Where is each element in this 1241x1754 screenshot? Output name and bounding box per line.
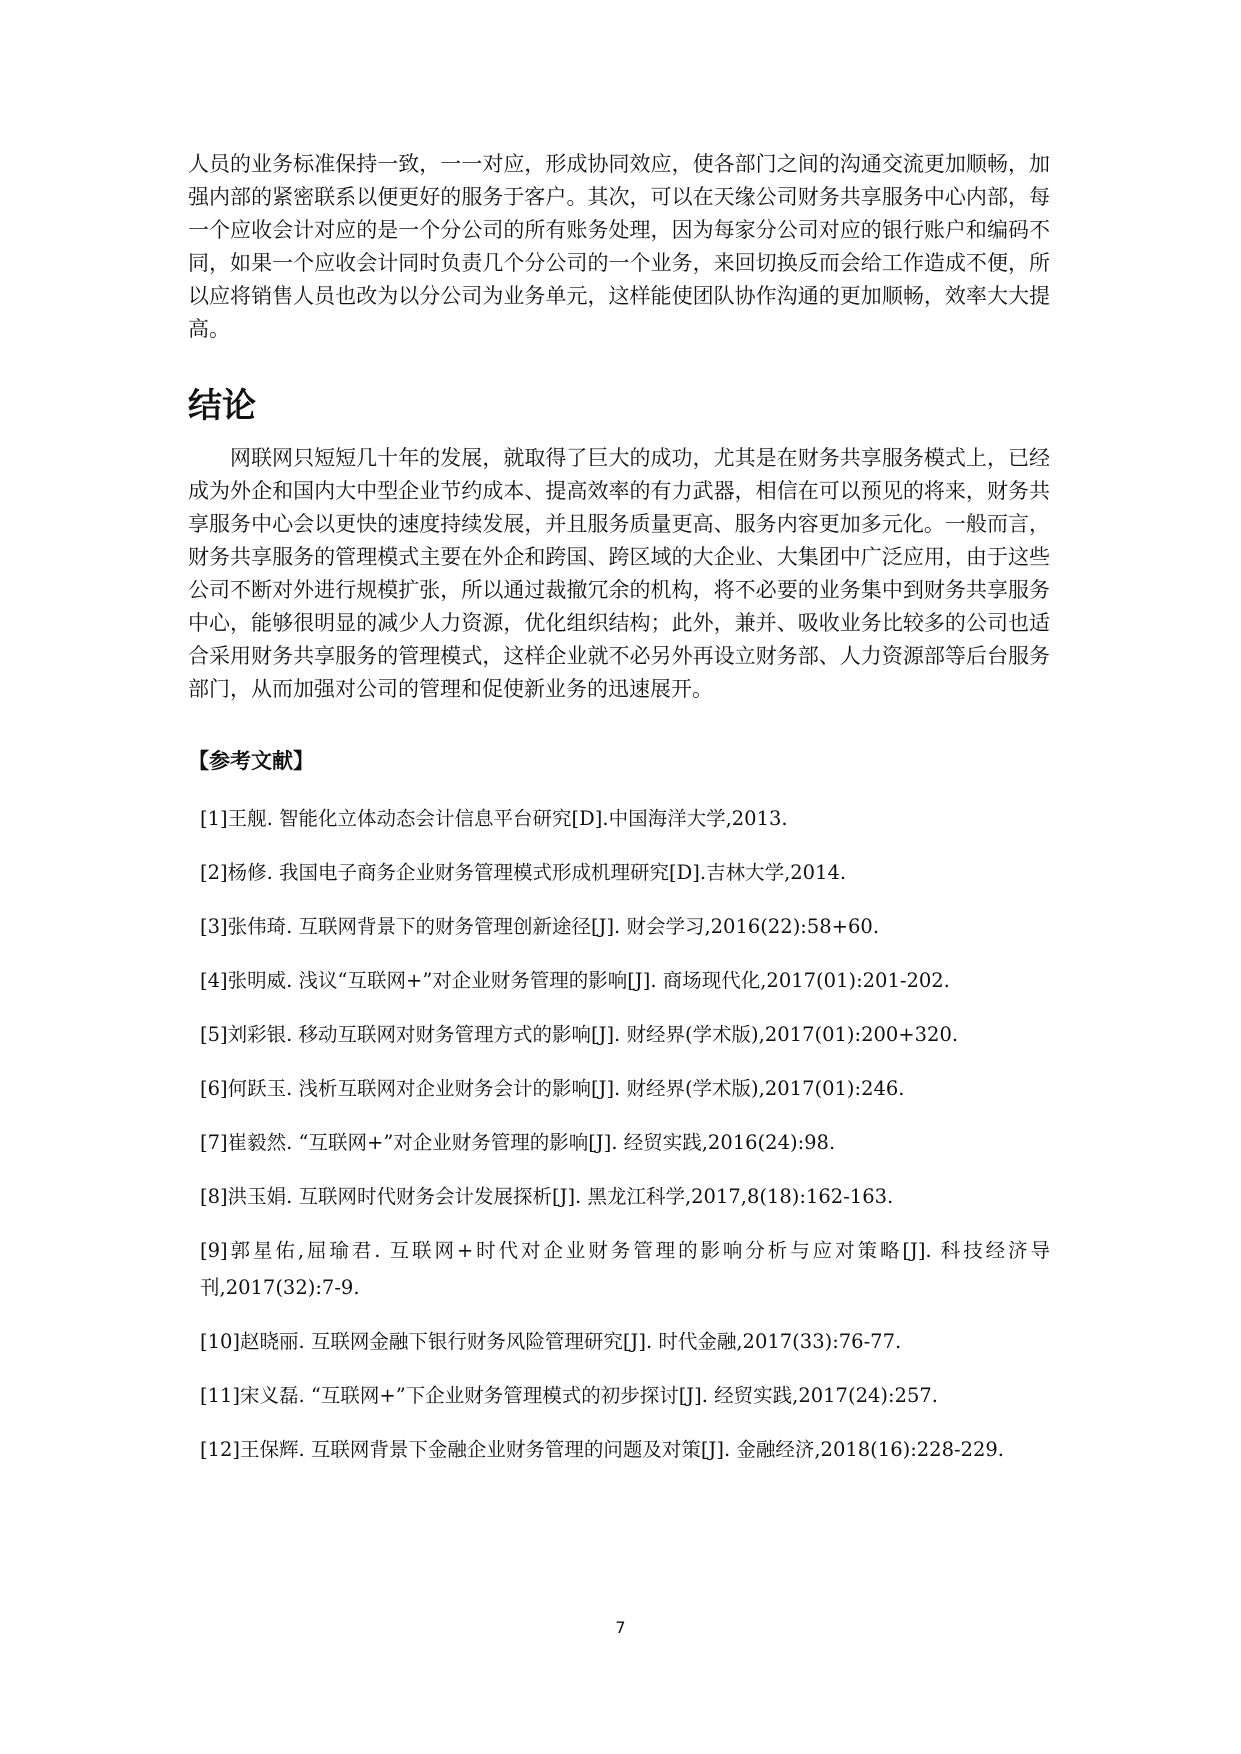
conclusion-heading: 结论 (188, 386, 256, 426)
references-heading: 【参考文献】 (188, 749, 314, 773)
reference-item: [11]宋义磊. “互联网+”下企业财务管理模式的初步探讨[J]. 经贸实践,2017(24):257. (200, 1384, 938, 1407)
reference-item: [7]崔毅然. “互联网+”对企业财务管理的影响[J]. 经贸实践,2016(24):98. (200, 1131, 836, 1154)
conclusion-paragraph: 网联网只短短几十年的发展，就取得了巨大的成功，尤其是在财务共享服务模式上，已经成为外企和国内大中型企业节约成本、提高效率的有力武器，相信在可以预见的将来，财务共享服务中心会以更快的速度持续发展，并且服务质量更高、服务内容更加多元化。一般而言，财务共享服务的管理模式主要在外企和跨国、跨区域的大企业、大集团中广泛应用，由于这些公司不断对外进行规模扩张，所以通过裁撤冗余的机构，将不必要的业务集中到财务共享服务中心，能够很明显的减少人力资源，优化组织结构；此外，兼并、吸收业务比较多的公司也适合采用财务共享服务的管理模式，这样企业就不必另外再设立财务部、人力资源部等后台服务部门，从而加强对公司的管理和促使新业务的迅速展开。 (188, 446, 1050, 701)
reference-item: [4]张明威. 浅议“互联网+”对企业财务管理的影响[J]. 商场现代化,2017(01):201-202. (200, 969, 950, 992)
reference-item: [3]张伟琦. 互联网背景下的财务管理创新途径[J]. 财会学习,2016(22):58+60. (200, 915, 880, 938)
body-paragraph-continued: 人员的业务标准保持一致，一一对应，形成协同效应，使各部门之间的沟通交流更加顺畅，加强内部的紧密联系以便更好的服务于客户。其次，可以在天缘公司财务共享服务中心内部，每一个应收会计对应的是一个分公司的所有账务处理，因为每家分公司对应的银行账户和编码不同，如果一个应收会计同时负责几个分公司的一个业务，来回切换反而会给工作造成不便，所以应将销售人员也改为以分公司为业务单元，这样能使团队协作沟通的更加顺畅，效率大大提高。 (188, 152, 1050, 341)
reference-item: [2]杨修. 我国电子商务企业财务管理模式形成机理研究[D].吉林大学,2014. (200, 861, 847, 884)
references-list (200, 800, 1050, 1485)
page-number: 7 (615, 1618, 626, 1637)
reference-item: [6]何跃玉. 浅析互联网对企业财务会计的影响[J]. 财经界(学术版),2017(01):246. (200, 1077, 905, 1100)
reference-item: [12]王保辉. 互联网背景下金融企业财务管理的问题及对策[J]. 金融经济,2018(16):228-229. (200, 1438, 1005, 1461)
reference-item: [5]刘彩银. 移动互联网对财务管理方式的影响[J]. 财经界(学术版),2017(01):200+320. (200, 1023, 959, 1046)
reference-item: [1]王舰. 智能化立体动态会计信息平台研究[D].中国海洋大学,2013. (200, 807, 788, 830)
reference-item: [10]赵晓丽. 互联网金融下银行财务风险管理研究[J]. 时代金融,2017(33):76-77. (200, 1330, 902, 1353)
reference-item: [8]洪玉娟. 互联网时代财务会计发展探析[J]. 黑龙江科学,2017,8(18):162-163. (200, 1185, 894, 1208)
reference-item: [9]郭星佑,屈瑜君. 互联网+时代对企业财务管理的影响分析与应对策略[J]. 科技经济导刊,2017(32):7-9. (200, 1239, 1050, 1299)
